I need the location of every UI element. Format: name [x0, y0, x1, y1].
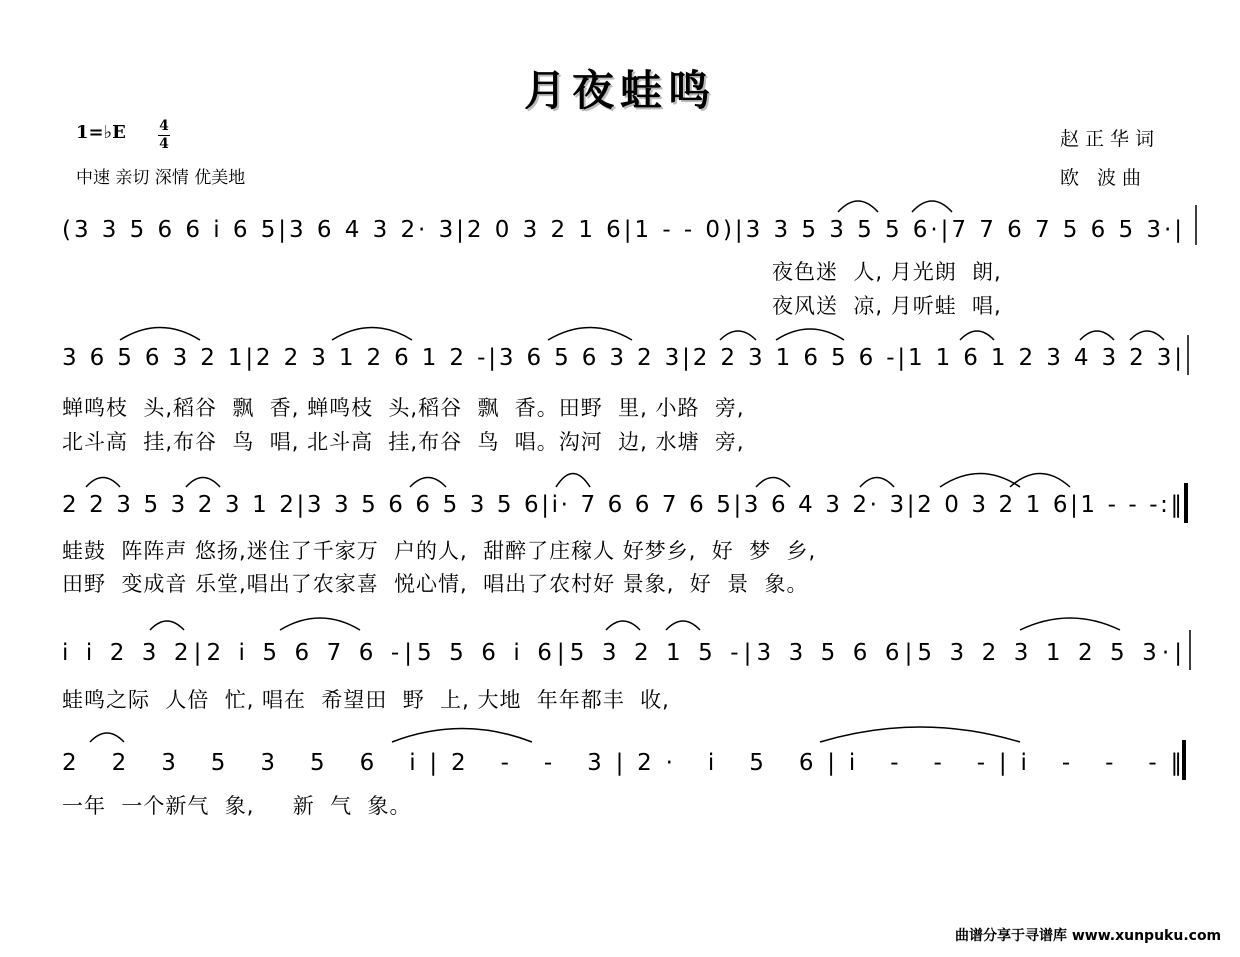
- time-top: 4: [159, 118, 169, 134]
- lyricist-credit: 赵正华词: [1060, 128, 1161, 150]
- key-signature: 1=♭E: [76, 122, 126, 143]
- lyric-row-1-line-1: 夜色迷 人, 月光朗 朗,: [772, 260, 1002, 284]
- notes-row-3: 2 2 3 5 3 2 3 1 2|3 3 5 6 6 5 3 5 6|i· 7 6 6 7 6 5|3 6 4 3 2· 3|2 0 3 2 1 6|1 - - -:‖: [62, 492, 1182, 518]
- lyric-row-5-line-1: 一年 一个新气 象, 新 气 象。: [62, 794, 412, 818]
- source-footer: 曲谱分享于寻谱库 www.xunpuku.com: [955, 928, 1222, 944]
- lyric-row-4-line-1: 蛙鸣之际 人倍 忙, 唱在 希望田 野 上, 大地 年年都丰 收,: [62, 688, 670, 712]
- notes-row-4: i i 2 3 2|2 i 5 6 7 6 -|5 5 6 i 6|5 3 2 1 5 -|3 3 5 6 6|5 3 2 3 1 2 5 3·|: [62, 640, 1182, 666]
- tempo-marking: 中速 亲切 深情 优美地: [76, 168, 246, 188]
- notes-row-1: (3 3 5 6 6 i 6 5|3 6 4 3 2· 3|2 0 3 2 1 6|1 - - 0)|3 3 5 3 5 5 6·|7 7 6 7 5 6 5 3·|: [62, 217, 1182, 243]
- lyric-row-3-line-2: 田野 变成音 乐堂,唱出了农家喜 悦心情, 唱出了农村好 景象, 好 景 象。: [62, 572, 809, 596]
- lyric-row-2-line-2: 北斗高 挂,布谷 鸟 唱, 北斗高 挂,布谷 鸟 唱。沟河 边, 水塘 旁,: [62, 430, 745, 454]
- notes-row-5: 2 2 3 5 3 5 6 i|2 - - 3|2· i 5 6|i - - -|i - - -‖: [62, 750, 1182, 776]
- lyric-row-1-line-2: 夜风送 凉, 月听蛙 唱,: [772, 294, 1002, 318]
- notes-row-2: 3 6 5 6 3 2 1|2 2 3 1 2 6 1 2 -|3 6 5 6 3 2 3|2 2 3 1 6 5 6 -|1 1 6 1 2 3 4 3 2 3|: [62, 345, 1182, 371]
- song-title: 月夜蛙鸣: [523, 66, 716, 115]
- time-bottom: 4: [159, 136, 169, 152]
- lyric-row-2-line-1: 蝉鸣枝 头,稻谷 飘 香, 蝉鸣枝 头,稻谷 飘 香。田野 里, 小路 旁,: [62, 396, 745, 420]
- lyric-row-3-line-1: 蛙鼓 阵阵声 悠扬,迷住了千家万 户的人, 甜醉了庄稼人 好梦乡, 好 梦 乡,: [62, 539, 817, 563]
- composer-credit: 欧 波曲: [1060, 167, 1148, 189]
- bar-lines: [1184, 205, 1196, 780]
